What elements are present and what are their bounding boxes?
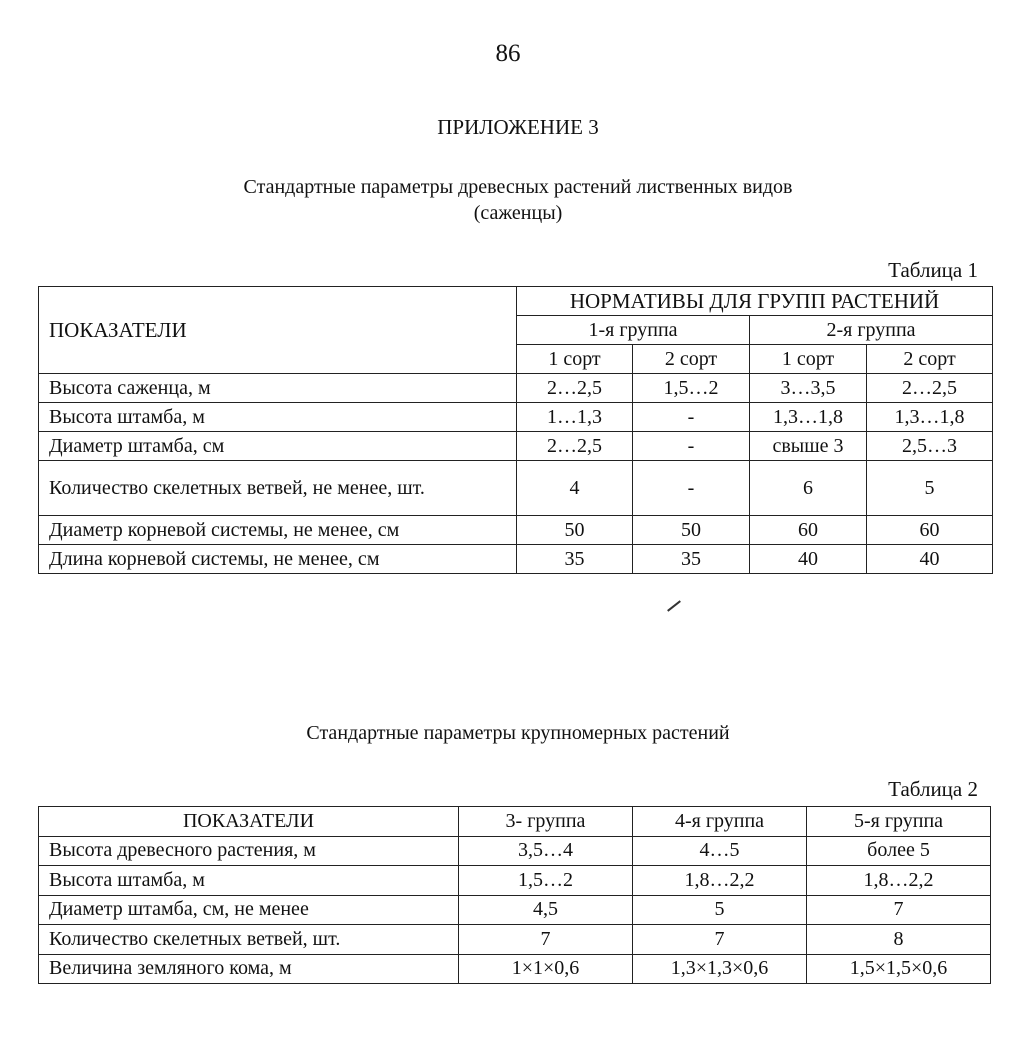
cell-value: 1…1,3 bbox=[517, 403, 633, 432]
row-param: Высота саженца, м bbox=[39, 374, 517, 403]
grade-header: 2 сорт bbox=[633, 345, 750, 374]
group-header: 4-я группа bbox=[633, 807, 807, 837]
table-row bbox=[39, 895, 991, 925]
row-param: Количество скелетных ветвей, шт. bbox=[39, 925, 459, 955]
table1-caption bbox=[0, 174, 1016, 226]
table1-caption-line1: Стандартные параметры древесных растений лиственных видов bbox=[243, 176, 793, 198]
cell-value: 1,5×1,5×0,6 bbox=[807, 954, 991, 984]
cell-value: 40 bbox=[750, 545, 867, 574]
cell-value: 4,5 bbox=[459, 895, 633, 925]
table1-caption-line2: (саженцы) bbox=[473, 202, 563, 224]
cell-value: 2…2,5 bbox=[867, 374, 993, 403]
cell-value: 3,5…4 bbox=[459, 836, 633, 866]
table-row bbox=[39, 403, 993, 432]
row-param: Высота штамба, м bbox=[39, 403, 517, 432]
row-param: Высота древесного растения, м bbox=[39, 836, 459, 866]
grade-header: 2 сорт bbox=[867, 345, 993, 374]
cell-value: свыше 3 bbox=[750, 432, 867, 461]
cell-value: 8 bbox=[807, 925, 991, 955]
table2-caption: Стандартные параметры крупномерных растений bbox=[306, 722, 730, 744]
row-param: Диаметр корневой системы, не менее, см bbox=[39, 516, 517, 545]
param-header: ПОКАЗАТЕЛИ bbox=[39, 807, 459, 837]
cell-value: 2…2,5 bbox=[517, 432, 633, 461]
cell-value: - bbox=[633, 432, 750, 461]
cell-value: 2…2,5 bbox=[517, 374, 633, 403]
appendix-title: ПРИЛОЖЕНИЕ 3 bbox=[437, 115, 599, 139]
group-header: 5-я группа bbox=[807, 807, 991, 837]
cell-value: 1,3…1,8 bbox=[867, 403, 993, 432]
cell-value: 4 bbox=[517, 461, 633, 516]
group-header: 2-я группа bbox=[750, 316, 993, 345]
grade-header: 1 сорт bbox=[517, 345, 633, 374]
cell-value: 60 bbox=[750, 516, 867, 545]
cell-value: 3…3,5 bbox=[750, 374, 867, 403]
table2-label: Таблица 2 bbox=[888, 777, 978, 801]
table-row bbox=[39, 545, 993, 574]
page-number: 86 bbox=[495, 40, 521, 67]
table-row bbox=[39, 866, 991, 896]
cell-value: 50 bbox=[517, 516, 633, 545]
row-param: Диаметр штамба, см bbox=[39, 432, 517, 461]
cell-value: 1,8…2,2 bbox=[633, 866, 807, 896]
group-header: 1-я группа bbox=[517, 316, 750, 345]
table1-header-row1 bbox=[39, 287, 993, 316]
table-row bbox=[39, 374, 993, 403]
cell-value: 7 bbox=[633, 925, 807, 955]
table-row bbox=[39, 954, 991, 984]
row-param: Длина корневой системы, не менее, см bbox=[39, 545, 517, 574]
row-param: Высота штамба, м bbox=[39, 866, 459, 896]
cell-value: 35 bbox=[633, 545, 750, 574]
cell-value: 40 bbox=[867, 545, 993, 574]
cell-value: 50 bbox=[633, 516, 750, 545]
scan-mark bbox=[667, 600, 681, 611]
cell-value: 1,5…2 bbox=[459, 866, 633, 896]
table1-label: Таблица 1 bbox=[888, 258, 978, 282]
cell-value: - bbox=[633, 461, 750, 516]
cell-value: более 5 bbox=[807, 836, 991, 866]
cell-value: 5 bbox=[633, 895, 807, 925]
table-row bbox=[39, 461, 993, 516]
cell-value: 35 bbox=[517, 545, 633, 574]
table2-header-row bbox=[39, 807, 991, 837]
group-header: 3- группа bbox=[459, 807, 633, 837]
cell-value: 1,8…2,2 bbox=[807, 866, 991, 896]
cell-value: 7 bbox=[459, 925, 633, 955]
norm-header: НОРМАТИВЫ ДЛЯ ГРУПП РАСТЕНИЙ bbox=[517, 287, 993, 316]
table-row bbox=[39, 516, 993, 545]
cell-value: 4…5 bbox=[633, 836, 807, 866]
row-param: Диаметр штамба, см, не менее bbox=[39, 895, 459, 925]
cell-value: 60 bbox=[867, 516, 993, 545]
cell-value: 6 bbox=[750, 461, 867, 516]
param-header: ПОКАЗАТЕЛИ bbox=[39, 287, 517, 374]
table-row bbox=[39, 432, 993, 461]
cell-value: - bbox=[633, 403, 750, 432]
cell-value: 7 bbox=[807, 895, 991, 925]
grade-header: 1 сорт bbox=[750, 345, 867, 374]
row-param: Величина земляного кома, м bbox=[39, 954, 459, 984]
cell-value: 5 bbox=[867, 461, 993, 516]
table2-large-plants bbox=[38, 806, 991, 984]
cell-value: 1,3×1,3×0,6 bbox=[633, 954, 807, 984]
row-param: Количество скелетных ветвей, не менее, шт. bbox=[39, 461, 517, 516]
cell-value: 2,5…3 bbox=[867, 432, 993, 461]
cell-value: 1×1×0,6 bbox=[459, 954, 633, 984]
cell-value: 1,3…1,8 bbox=[750, 403, 867, 432]
cell-value: 1,5…2 bbox=[633, 374, 750, 403]
table-row bbox=[39, 836, 991, 866]
table1-saplings bbox=[38, 286, 993, 574]
table-row bbox=[39, 925, 991, 955]
